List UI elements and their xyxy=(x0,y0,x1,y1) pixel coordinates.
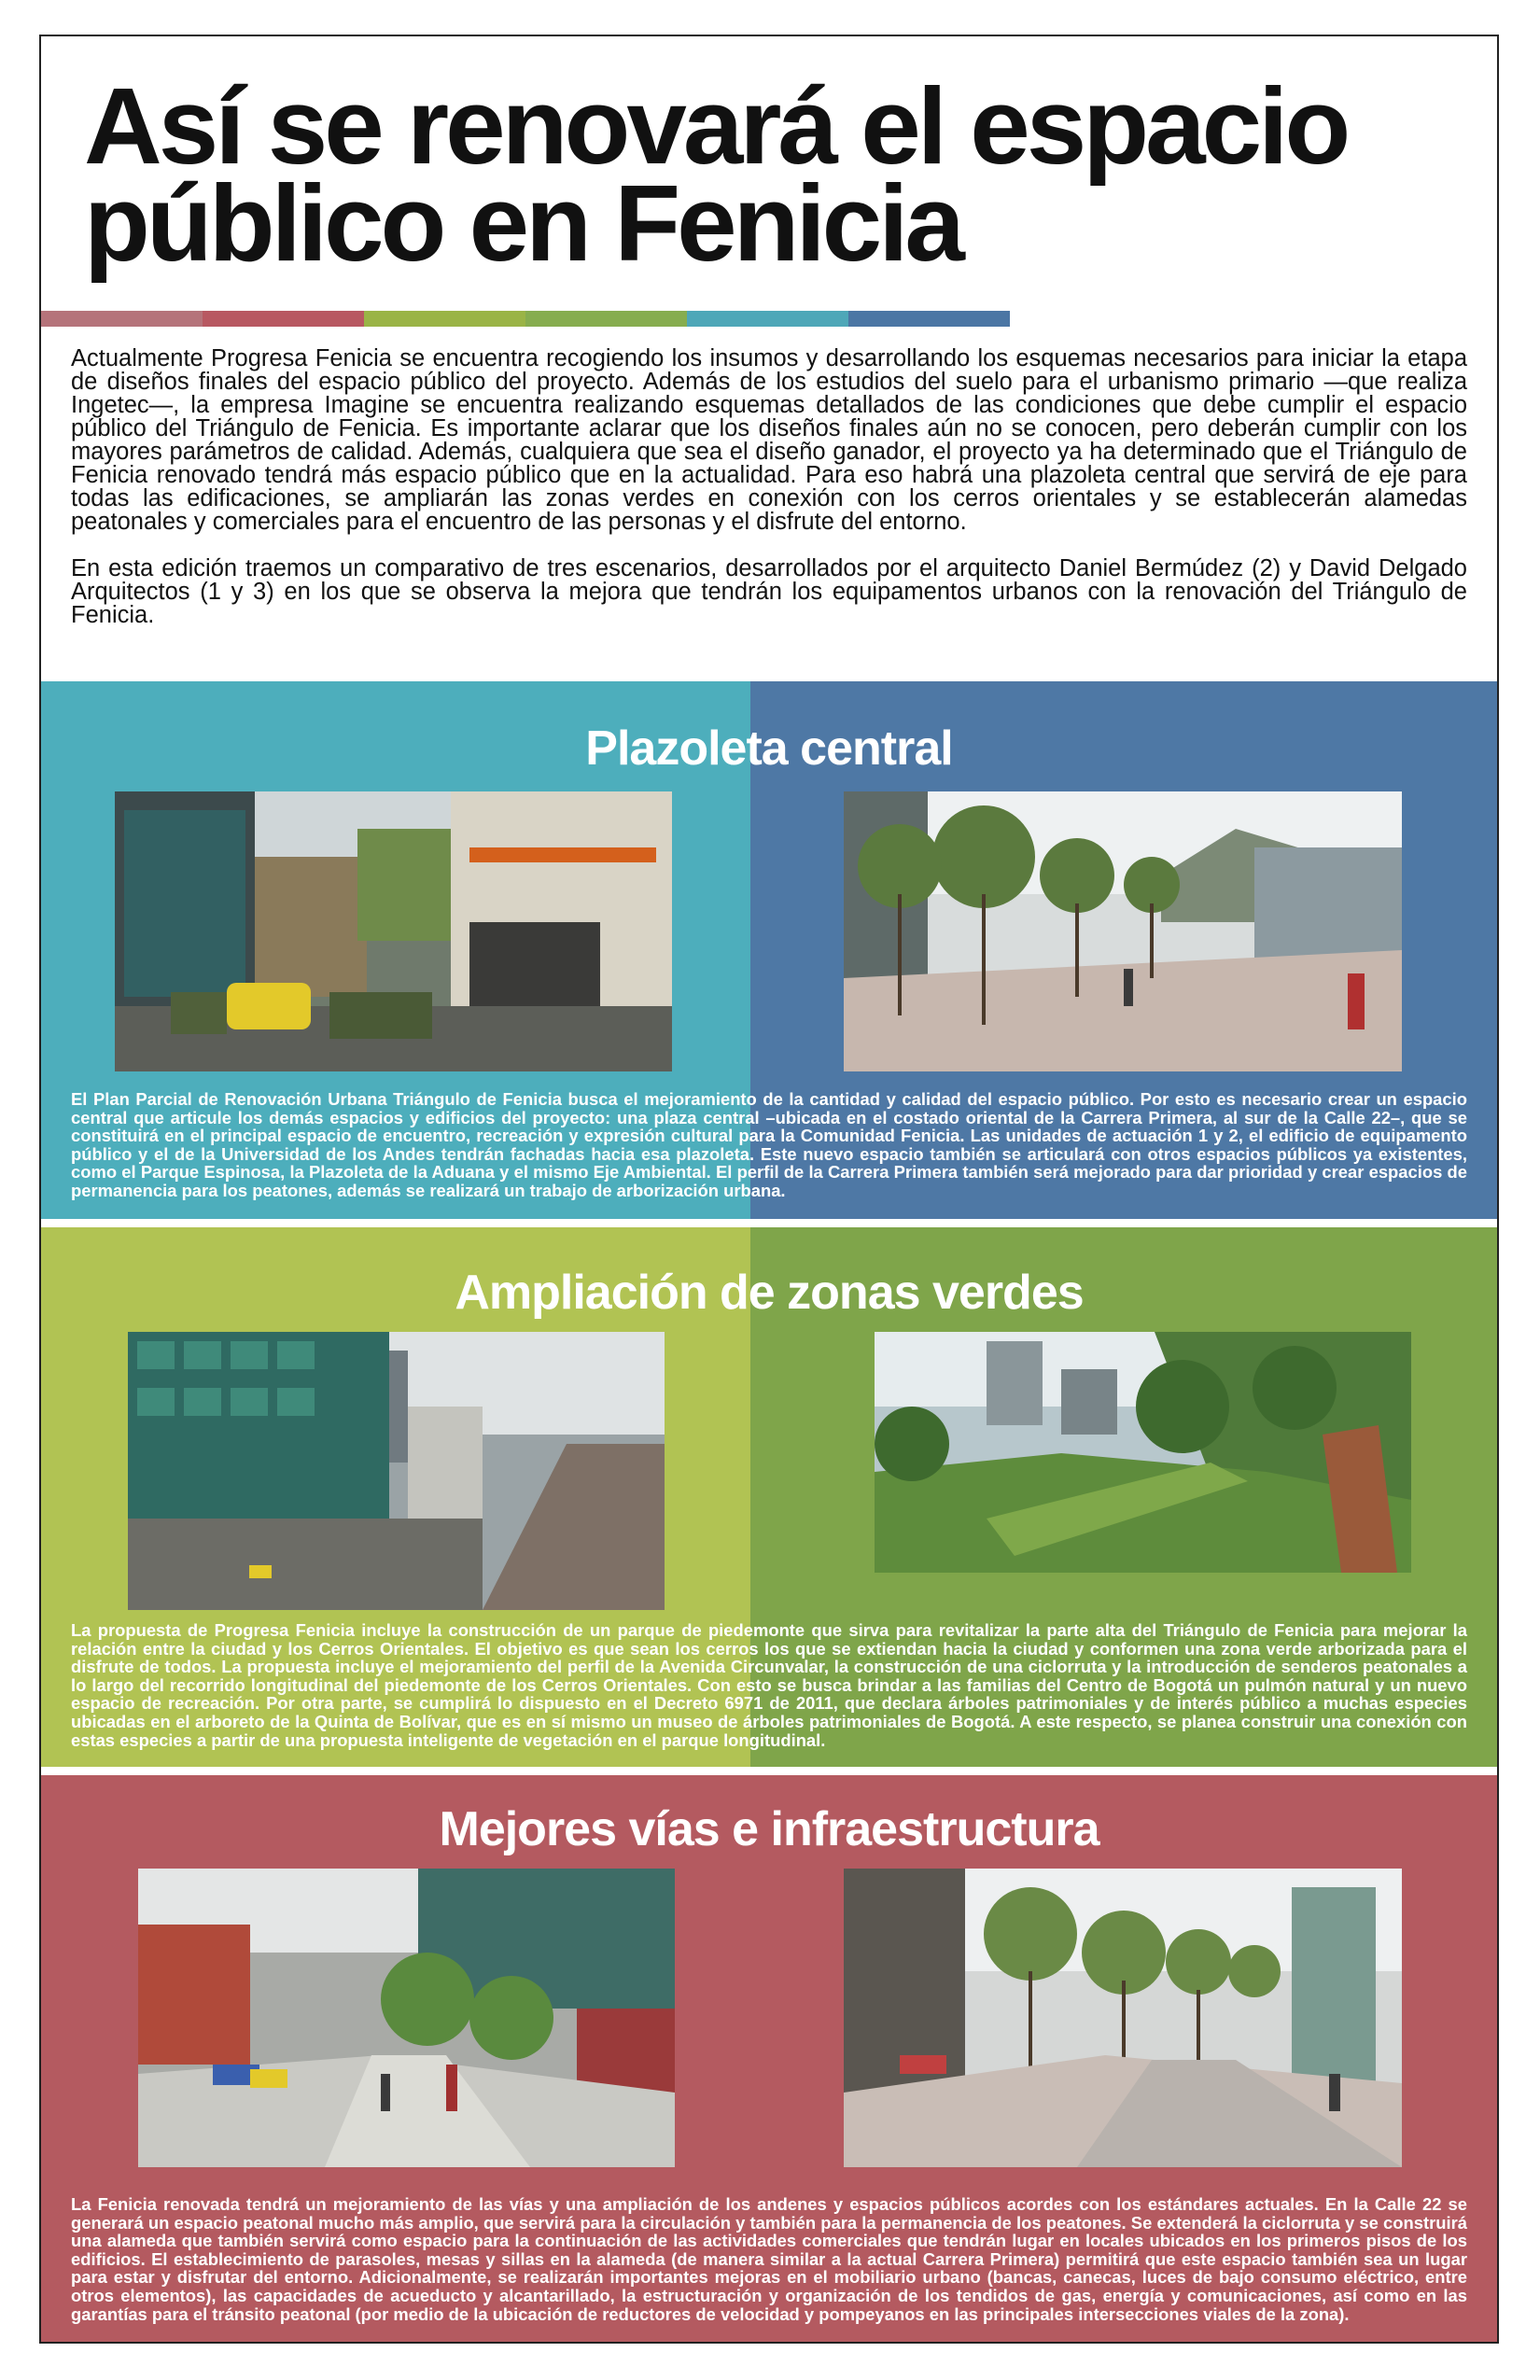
section-title: Mejores vías e infraestructura xyxy=(439,1802,1099,1856)
intro-paragraph-1: Actualmente Progresa Fenicia se encuentra recogiendo los insumos y desarrollando los esquemas necesarios para iniciar la etapa de diseños finales del espacio público del proyecto. Además de los estudios del suelo para el urbanismo primario —que realiza Ingetec—, la empresa Imagine se encuentra realizando esquemas detallados de las condiciones que debe cumplir el espacio público del Triángulo de Fenicia. Es importante aclarar que los diseños finales aún no se conocen, pero deberán cumplir con los mayores parámetros de calidad. Además, cualquiera que sea el diseño ganador, el proyecto ya ha determinado que el Triángulo de Fenicia renovado tendrá más espacio público que en la actualidad. Para eso habrá una plazoleta central que servirá de eje para todas las edificaciones, se ampliarán las zonas verdes en conexión con los cerros orientales y se establecerán alamedas peatonales y comerciales para el encuentro de las personas y el disfrute del entorno. xyxy=(71,345,1467,535)
photo-plazoleta-render xyxy=(844,791,1402,1071)
intro-paragraph-2: En esta edición traemos un comparativo de tres escenarios, desarrollados por el arquitecto Daniel Bermúdez (2) y David Delgado Arquitectos (1 y 3) en los que se observa la mejora que tendrán los equipamentos urbanos con la renovación del Triángulo de Fenicia. xyxy=(71,555,1467,628)
section-title: Ampliación de zonas verdes xyxy=(455,1266,1084,1320)
section-body: La propuesta de Progresa Fenicia incluye la construcción de un parque de piedemonte que sirva para revitalizar la parte alta del Triángulo de Fenicia para mejorar la relación entre la ciudad y los Cerros Orientales. El objetivo es que sean los cerros los que se extiendan hacia la ciudad y conformen una zona verde arborizada para el disfrute de todos. La propuesta incluye el mejoramiento del perfil de la Avenida Circunvalar, la construcción de una ciclorruta y la introducción de senderos peatonales a lo largo del recorrido longitudinal del piedemonte de los Cerros Orientales. Con esto se busca brindar a las familias del Centro de Bogotá un pulmón natural y un nuevo espacio de recreación. Por otra parte, se cumplirá lo dispuesto en el Decreto 6971 de 2011, que declara árboles patrimoniales y de interés público a muchas especies ubicadas en el arboreto de la Quinta de Bolívar, que es en sí mismo un museo de árboles patrimoniales de Bogotá. A este respecto, se planea construir una conexión con estas especies a partir de una propuesta inteligente de vegetación en el parque longitudinal. xyxy=(71,1620,1467,1750)
section-title: Plazoleta central xyxy=(585,721,953,776)
color-stripe-segment-5 xyxy=(687,311,848,327)
color-stripe-segment-3 xyxy=(364,311,525,327)
intro-text xyxy=(71,347,1467,651)
section-divider xyxy=(41,1767,1497,1775)
color-stripe-segment-6 xyxy=(848,311,1010,327)
color-stripe-segment-2 xyxy=(203,311,364,327)
section-plazoleta-central xyxy=(41,681,1497,1219)
section-body: El Plan Parcial de Renovación Urbana Triángulo de Fenicia busca el mejoramiento de la cantidad y calidad del espacio público. Por esto es necesario crear un espacio central que articule los demás espacios y edificios del proyecto: una plaza central –ubicada en el costado oriental de la Carrera Primera, al sur de la Calle 22–, que se constituirá en el principal espacio de encuentro, recreación y expresión cultural para la Comunidad Fenicia. Las unidades de actuación 1 y 2, el edificio de equipamento público y el de la Universidad de los Andes tendrán fachadas hacia esa plazoleta. Este nuevo espacio también se articulará con otros espacios públicos ya existentes, como el Parque Espinosa, la Plazoleta de la Aduana y el mismo Eje Ambiental. El perfil de la Carrera Primera también será mejorado para dar prioridad y crear espacios de permanencia para los peatones, además se realizará un trabajo de arborización urbana. xyxy=(71,1089,1467,1200)
photo-zonas-render xyxy=(875,1332,1411,1573)
photo-vias-render xyxy=(844,1869,1402,2167)
section-zonas-verdes xyxy=(41,1227,1497,1767)
color-stripe xyxy=(41,311,1010,327)
section-body: La Fenicia renovada tendrá un mejoramiento de las vías y una ampliación de los andenes y espacios públicos acordes con los estándares actuales. En la Calle 22 se generará un espacio peatonal mucho más amplio, que servirá para la circulación y también para la permanencia de los peatones. Se extenderá la ciclorruta y se construirá una alameda que también servirá como espacio para la continuación de las actividades comerciales que tendrán lugar en locales ubicados en los primeros pisos de los edificios. El establecimiento de parasoles, mesas y sillas en la alameda (de manera similar a la actual Carrera Primera) permitirá que este espacio también sea un lugar para estar y disfrutar del entorno. Adicionalmente, se realizarán importantes mejoras en el mobiliario urbano (bancas, canecas, luces de bajo consumo eléctrico, entre otros elementos), las capacidades de acueducto y alcantarillado, la estructuración y organización de los tendidos de gas, energía y comunicaciones, así como en las garantías para el tránsito peatonal (por medio de la ubicación de reductores de velocidad y pompeyanos en las principales intersecciones viales de la zona). xyxy=(71,2194,1467,2324)
color-stripe-segment-4 xyxy=(525,311,687,327)
headline: Así se renovará el espacio público en Fenicia xyxy=(84,65,1348,284)
section-vias-infraestructura xyxy=(41,1775,1497,2344)
photo-zonas-current xyxy=(128,1332,665,1610)
page-frame xyxy=(39,35,1499,2344)
section-divider xyxy=(41,1219,1497,1227)
photo-vias-current xyxy=(138,1869,675,2167)
color-stripe-segment-1 xyxy=(41,311,203,327)
photo-plazoleta-current xyxy=(115,791,672,1071)
